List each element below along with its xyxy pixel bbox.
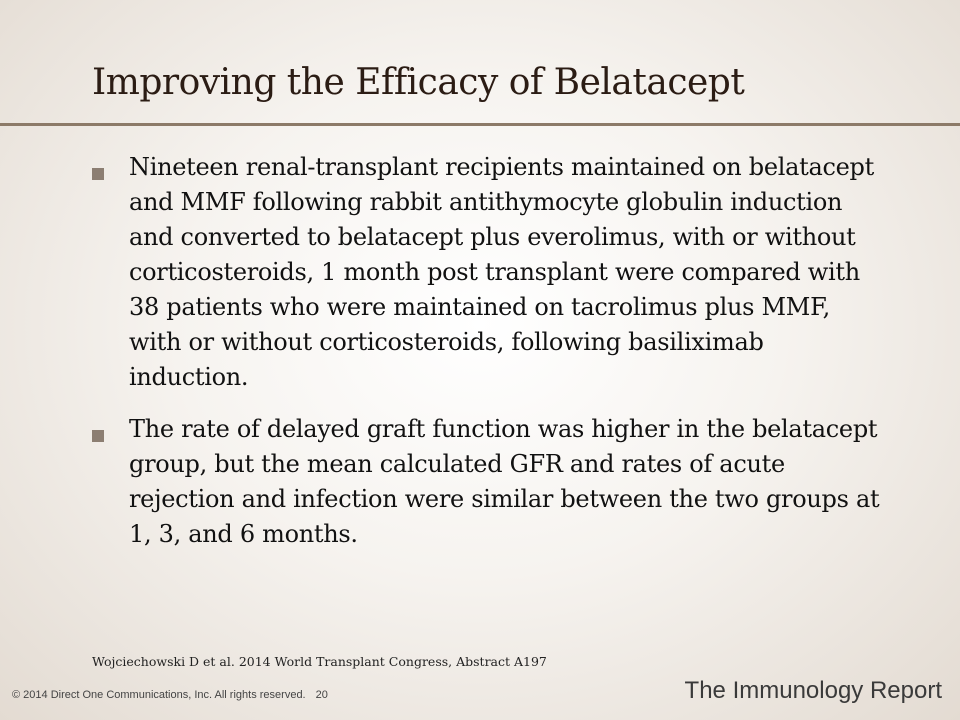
copyright-text: © 2014 Direct One Communications, Inc. All rights reserved. [12, 689, 306, 701]
bullet-text: The rate of delayed graft function was higher in the belatacept group, but the mean calculated GFR and rates of acute rejection and infection were similar between the two groups at 1, 3, and 6 months. [129, 415, 880, 548]
square-bullet-icon [92, 430, 104, 442]
footer-copyright-area [12, 689, 328, 701]
bullet-item [92, 150, 882, 395]
citation: Wojciechowski D et al. 2014 World Transplant Congress, Abstract A197 [92, 654, 547, 669]
bullet-list [92, 150, 882, 569]
slide-title: Improving the Efficacy of Belatacept [92, 62, 745, 103]
title-divider [0, 123, 960, 126]
square-bullet-icon [92, 168, 104, 180]
bullet-item [92, 412, 882, 552]
page-number: 20 [315, 689, 328, 701]
bullet-text: Nineteen renal-transplant recipients maintained on belatacept and MMF following rabbit antithymocyte globulin induction and converted to belatacept plus everolimus, with or without corticosteroids, 1 month post transplant were compared with 38 patients who were maintained on tacrolimus plus MMF, with or without corticosteroids, following basiliximab induction. [129, 153, 874, 391]
brand-logo-text: The Immunology Report [684, 677, 942, 704]
